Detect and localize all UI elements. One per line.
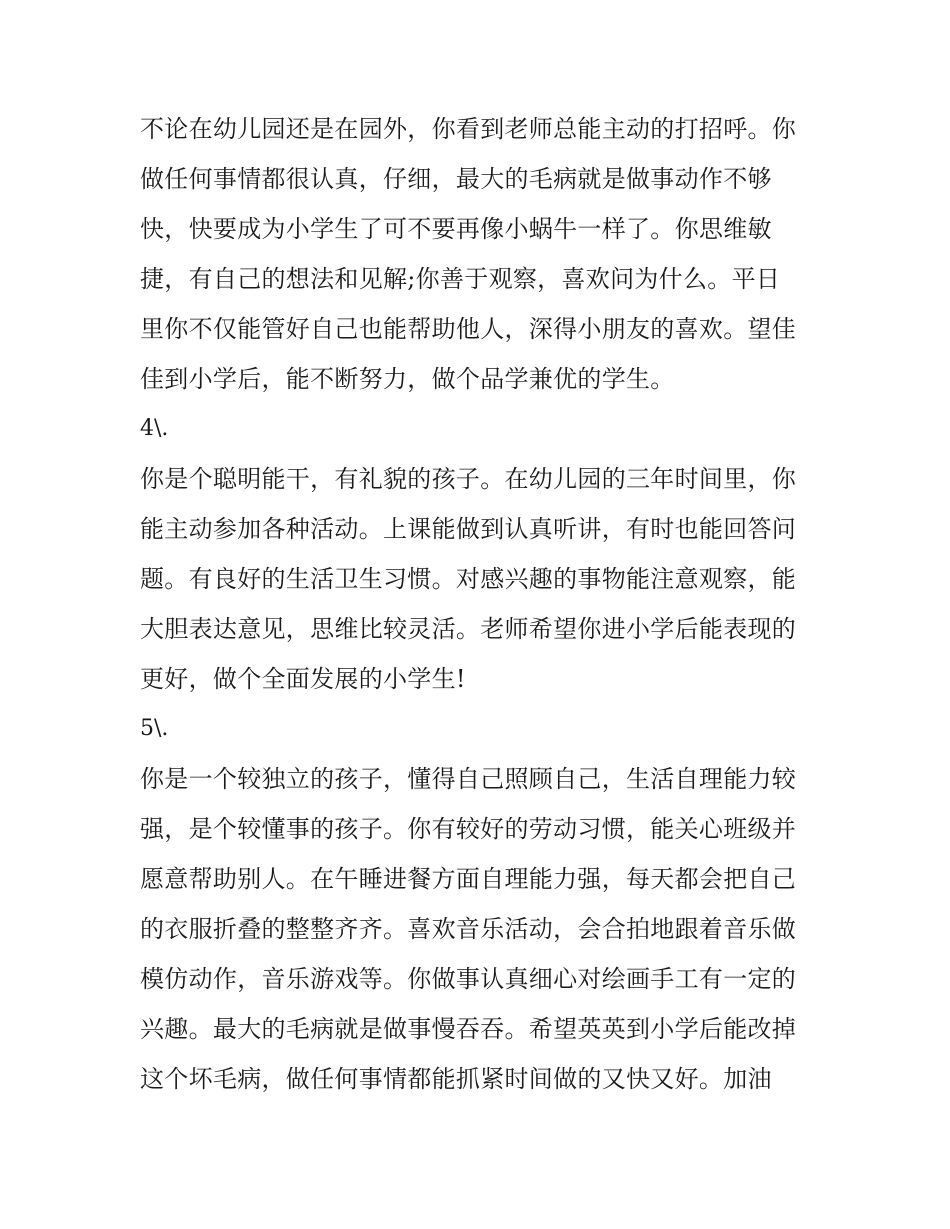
text-line: 做任何事情都很认真，仔细，最大的毛病就是做事动作不够: [140, 165, 772, 193]
item-number-label: 4\.: [140, 416, 169, 441]
text-line: 强，是个较懂事的孩子。你有较好的劳动习惯，能关心班级并: [140, 815, 797, 843]
text-line: 这个坏毛病，做任何事情都能抓紧时间做的又快又好。加油: [140, 1065, 772, 1093]
paragraph-1: [140, 104, 812, 404]
text-line: 里你不仅能管好自己也能帮助他人，深得小朋友的喜欢。望佳: [140, 315, 797, 343]
text-line: 快，快要成为小学生了可不要再像小蜗牛一样了。你思维敏: [140, 215, 772, 243]
item-number-label: 5\.: [140, 716, 169, 741]
text-line: 不论在幼儿园还是在园外，你看到老师总能主动的打招呼。你: [140, 115, 797, 143]
text-line: 你是一个较独立的孩子，懂得自己照顾自己，生活自理能力较: [140, 765, 797, 793]
paragraph-4: [140, 404, 812, 704]
text-line: 能主动参加各种活动。上课能做到认真听讲，有时也能回答问: [140, 515, 797, 543]
text-line: 更好，做个全面发展的小学生!: [140, 665, 466, 693]
text-line: 兴趣。最大的毛病就是做事慢吞吞。希望英英到小学后能改掉: [140, 1015, 797, 1043]
text-line: 的衣服折叠的整整齐齐。喜欢音乐活动，会合拍地跟着音乐做: [140, 915, 797, 943]
text-line: 愿意帮助别人。在午睡进餐方面自理能力强，每天都会把自己: [140, 865, 797, 893]
text-line: 题。有良好的生活卫生习惯。对感兴趣的事物能注意观察，能: [140, 565, 797, 593]
text-line: 你是个聪明能干，有礼貌的孩子。在幼儿园的三年时间里，你: [140, 465, 797, 493]
text-line: 模仿动作，音乐游戏等。你做事认真细心对绘画手工有一定的: [140, 965, 797, 993]
text-line: 大胆表达意见，思维比较灵活。老师希望你进小学后能表现的: [140, 615, 797, 643]
paragraph-5: [140, 704, 812, 1104]
document-page: [140, 104, 812, 1104]
text-line: 佳到小学后，能不断努力，做个品学兼优的学生。: [140, 365, 675, 393]
text-line: 捷，有自己的想法和见解;你善于观察，喜欢问为什么。平日: [140, 265, 781, 293]
